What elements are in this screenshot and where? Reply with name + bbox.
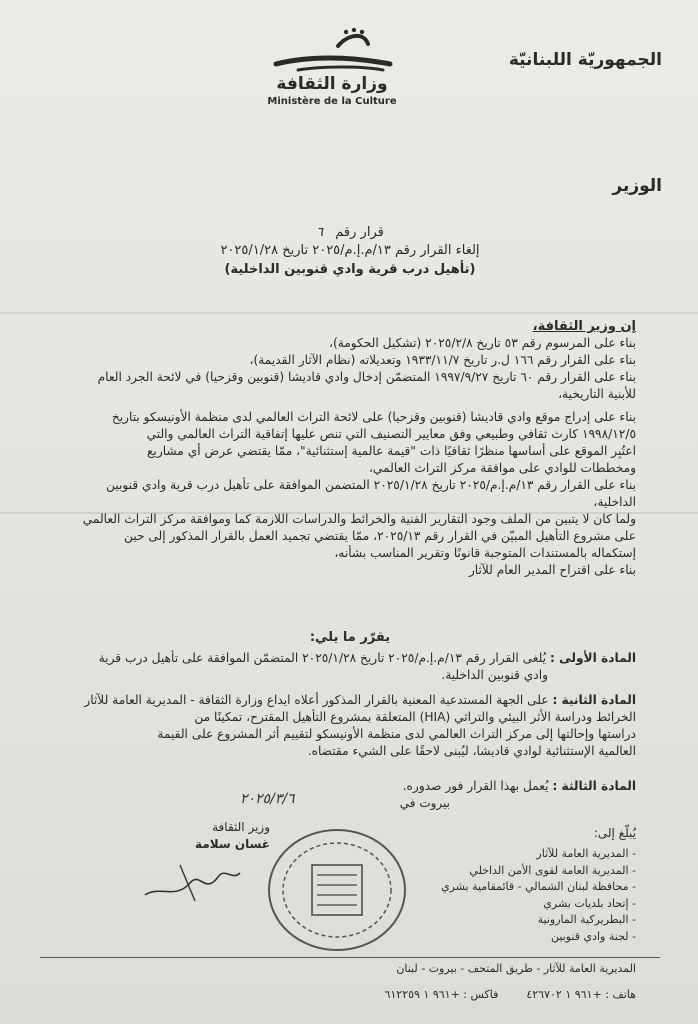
distribution-item: - لجنة وادي قنوبين [550, 929, 636, 943]
signature-place: بيروت في [399, 796, 450, 810]
decides-heading: يقرّر ما يلي: [309, 630, 391, 645]
article-text: العالمية الإستثنائية لوادي قاديشا، ليُبنى لاحقًا على الشيء مقتضاه. [307, 744, 636, 758]
minister-title: الوزير [612, 176, 662, 196]
ministry-name-arabic: وزارة الثقافة [276, 74, 388, 94]
preamble-line: بناء على القرار رقم ٦٠ تاريخ ١٩٩٧/٩/٢٧ المتضمّن إدخال وادي قاديشا (قنوبين وقزحيا) في لائحة الجرد العام [97, 370, 636, 384]
preamble-line: بناء على المرسوم رقم ٥٣ تاريخ ٢٠٢٥/٢/٨ (تشكيل الحكومة)، [329, 336, 636, 350]
distribution-list [436, 846, 636, 945]
republic-title: الجمهوريّة اللبنانيّة [508, 50, 662, 70]
footer-divider [40, 957, 660, 958]
article-text: دراستها وإحالتها إلى مركز التراث العالمي لدى منظمة الأونيسكو لتقييم أثر المشروع على القيمة [157, 727, 636, 741]
preamble-line: اعتُبِر الموقع على أساسها منظرًا ثقافيًا ذات "قيمة عالمية إستثنائية"، ممّا يقتضي عرض أي مشاريع [146, 444, 636, 458]
distribution-item: - البطريركية المارونية [537, 913, 636, 926]
footer-contact [76, 988, 636, 1001]
preamble-heading: إن وزير الثقافة، [532, 319, 636, 334]
preamble-line: ولما كان لا يتبين من الملف وجود التقارير الفنية والخرائط والدراسات اللازمة كما وموافقة مركز التراث العالمي [82, 512, 636, 526]
decision-number-handwritten: ٦ [316, 225, 324, 240]
article-two [46, 692, 636, 760]
fax-label: فاكس : [463, 988, 499, 1001]
preamble-line: بناء على القرار رقم ١٦٦ ل.ر تاريخ ١٩٣٣/١١/٧ وتعديلاته (نظام الآثار القديمة)، [249, 353, 636, 367]
footer-address: المديرية العامة للآثار - طريق المتحف - بيروت - لبنان [396, 962, 636, 975]
preamble-line: على مشروع التأهيل المبيّن في القرار رقم ٢٠٢٥/١٣، ممّا يقتضي تجميد العمل بالقرار المذكور إلى حين [123, 529, 636, 543]
phone-number: +٩٦١ ١ ٤٢٦٧٠٢ [526, 988, 602, 1001]
preamble-line: بناء على القرار رقم ١٣/م.إ.م/٢٠٢٥ تاريخ ٢٠٢٥/١/٢٨ المتضمن الموافقة على تأهيل درب قرية وادي قنوبين [106, 478, 636, 492]
signatory-title: وزير الثقافة [212, 820, 270, 834]
article-three [46, 778, 636, 795]
article-text: يُعمل بهذا القرار فور صدوره. [402, 779, 549, 793]
official-stamp-icon [262, 820, 412, 960]
preamble-line: بناء على اقتراح المدير العام للآثار [468, 563, 636, 577]
distribution-item: - المديرية العامة للآثار [536, 847, 636, 860]
paper-fold [0, 312, 698, 314]
decision-number [200, 225, 500, 240]
distribution-item: - المديرية العامة لقوى الأمن الداخلي [469, 863, 636, 877]
decision-title: إلغاء القرار رقم ١٣/م.إ.م/٢٠٢٥ تاريخ ٢٠٢٥/١/٢٨ [220, 243, 480, 258]
preamble-line: للأبنية التاريخية، [558, 387, 636, 401]
article-text: يُلغى القرار رقم ١٣/م.إ.م/٢٠٢٥ تاريخ ٢٠٢٥/١/٢٨ المتضمّن الموافقة على تأهيل درب قرية [98, 651, 547, 665]
article-label: المادة الثانية : [552, 693, 636, 707]
distribution-item: - إتحاد بلديات بشري [543, 896, 636, 910]
preamble-line: ١٩٩٨/١٢/٥ كارث ثقافي وطبيعي وفق معايير التصنيف التي تنص عليها إتفاقية التراث العالمي والتي [146, 427, 636, 441]
article-text: وادي قنوبين الداخلية. [441, 668, 548, 682]
preamble [46, 318, 636, 579]
distribution-item: - محافظة لبنان الشمالي - قائمقامية بشري [441, 880, 636, 893]
signatory-name: غسان سلامة [195, 837, 270, 851]
distribution-heading: يُبلّغ إلى: [593, 826, 636, 840]
fax-number: +٩٦١ ١ ٦١٢٢٥٩ [384, 988, 460, 1001]
article-label: المادة الثالثة : [552, 779, 636, 793]
preamble-line: الداخلية، [593, 495, 636, 509]
phone-label: هاتف : [605, 988, 636, 1001]
preamble-line: إستكماله بالمستندات المتوجبة قانونًا وتقرير المناسب بشأنه، [334, 546, 636, 560]
decision-number-label: قرار رقم [335, 225, 384, 240]
preamble-line: ومخططات للوادي على موافقة مركز التراث العالمي، [369, 461, 636, 475]
ministry-logo-icon [268, 26, 398, 74]
ministry-name-french: Ministère de la Culture [267, 96, 397, 107]
article-label: المادة الأولى : [549, 651, 636, 665]
article-one [46, 650, 636, 684]
handwritten-signature-icon [140, 855, 250, 905]
signature-date-handwritten: ٢٠٢٥/٣/٦ [240, 791, 295, 807]
preamble-line: بناء على إدراج موقع وادي قاديشا (قنوبين وقزحيا) على لائحة التراث العالمي لدى منظمة الأونيسكو بتاريخ [111, 410, 636, 424]
decision-subtitle: (تأهيل درب قرية وادي قنوبين الداخلية) [224, 262, 476, 277]
article-text: على الجهة المستدعية المعنية بالقرار المذكور أعلاه ايداع وزارة الثقافة - المديرية العامة للآثار [84, 693, 549, 707]
article-text: الخرائط ودراسة الأثر البيئي والتراثي (HIA) المتعلقة بمشروع التأهيل المقترح، تمكينًا من [194, 710, 636, 724]
